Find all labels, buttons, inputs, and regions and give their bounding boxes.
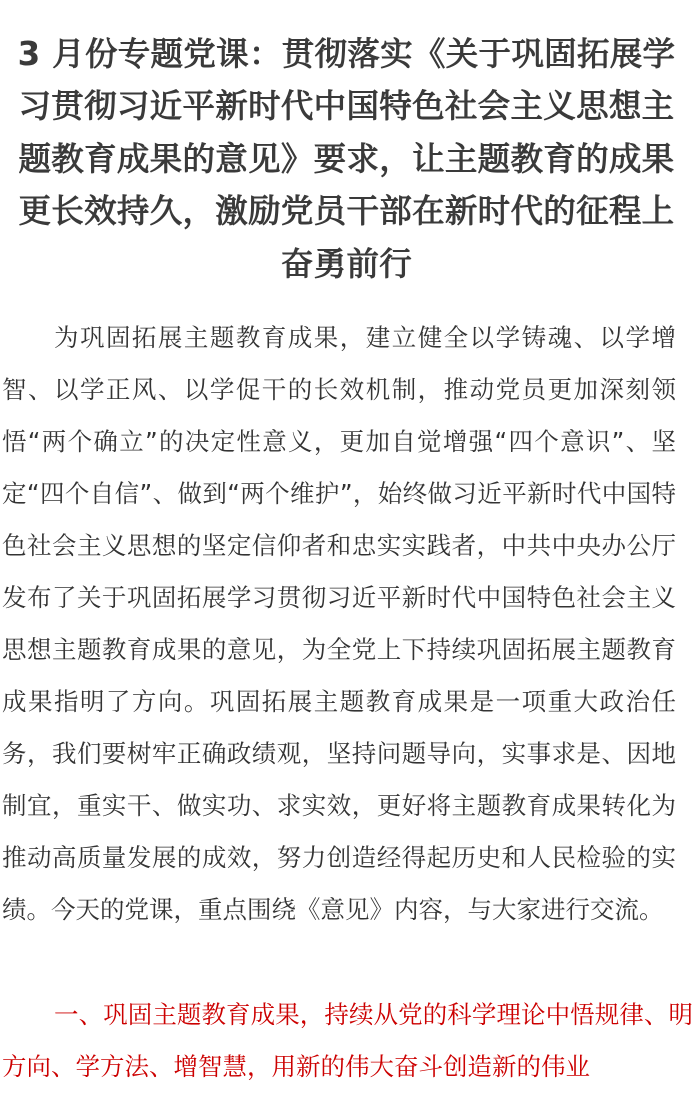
document-title: 3 月份专题党课：贯彻落实《关于巩固拓展学习贯彻习近平新时代中国特色社会主义思想主题教育成果的意见》要求，让主题教育的成果更长效持久，激励党员干部在新时代的征程上奋勇前行 — [17, 35, 676, 283]
section-heading: 一、巩固主题教育成果，持续从党的科学理论中悟规律、明方向、学方法、增智慧，用新的伟大奋斗创造新的伟业 — [2, 1000, 693, 1081]
intro-paragraph: 为巩固拓展主题教育成果，建立健全以学铸魂、以学增智、以学正风、以学促干的长效机制，推动党员更加深刻领悟“两个确立”的决定性意义，更加自觉增强“四个意识”、坚定“四个自信”、做到“两个维护”，始终做习近平新时代中国特色社会主义思想的坚定信仰者和忠实实践者，中共中央办公厅发布了关于巩固拓展学习贯彻习近平新时代中国特色社会主义思想主题教育成果的意见，为全党上下持续巩固拓展主题教育成果指明了方向。巩固拓展主题教育成果是一项重大政治任务，我们要树牢正确政绩观，坚持问题导向，实事求是、因地制宜，重实干、做实功、求实效，更好将主题教育成果转化为推动高质量发展的成效，努力创造经得起历史和人民检验的实绩。今天的党课，重点围绕《意见》内容，与大家进行交流。 — [2, 323, 676, 924]
